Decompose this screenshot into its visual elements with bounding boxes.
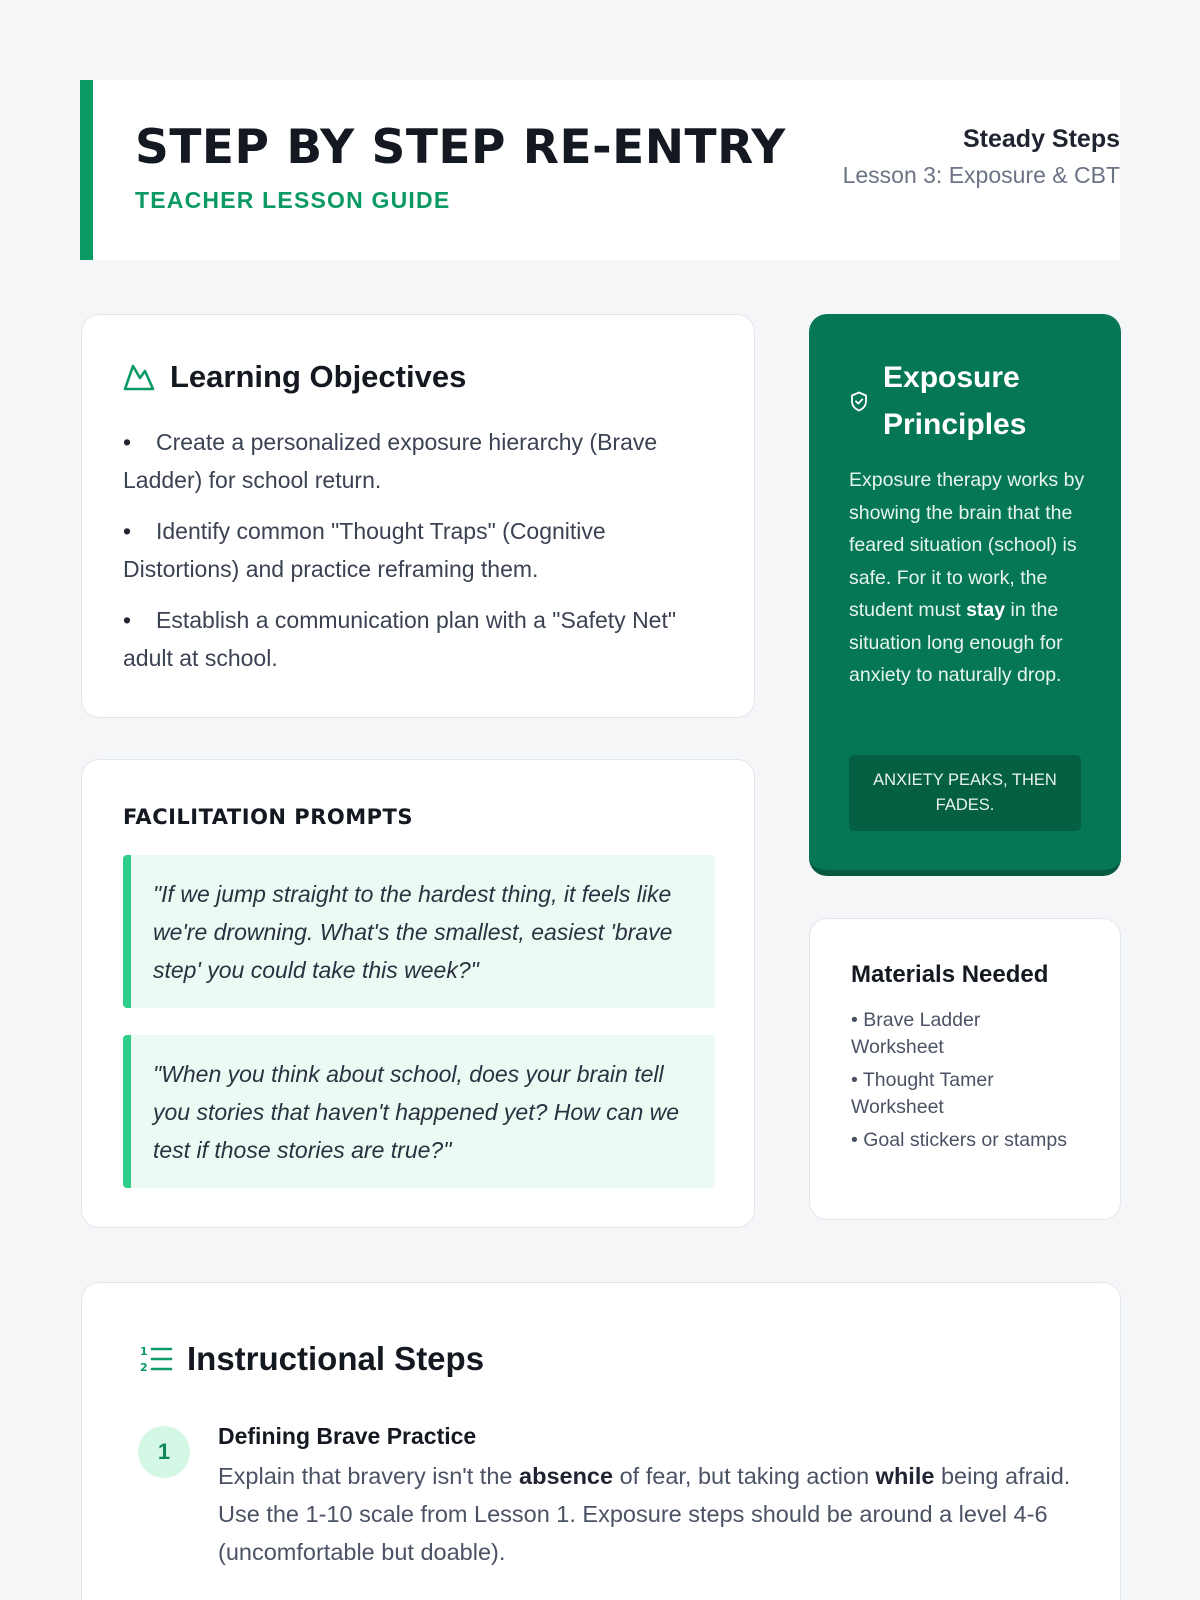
objectives-list: [123, 423, 713, 690]
instructional-steps-heading: [139, 1340, 484, 1378]
list-item: • Establish a communication plan with a "Safety Net" adult at school.: [123, 607, 677, 671]
shield-check-icon: [849, 390, 869, 412]
materials-card: [809, 918, 1121, 1220]
learning-objectives-title: Learning Objectives: [170, 359, 467, 394]
page-subtitle: TEACHER LESSON GUIDE: [135, 187, 451, 213]
list-item: • Identify common "Thought Traps" (Cognitive Distortions) and practice reframing them.: [123, 518, 606, 582]
learning-objectives-card: [81, 314, 755, 718]
prompt-quote: "If we jump straight to the hardest thing, it feels like we're drowning. What's the smallest, easiest 'brave step' you could take this week?": [123, 855, 715, 1008]
facilitation-prompts-card: [81, 759, 755, 1228]
facilitation-prompts-title: FACILITATION PROMPTS: [123, 805, 413, 829]
exposure-principles-title: Exposure Principles: [883, 361, 1027, 441]
svg-text:2: 2: [140, 1361, 148, 1374]
mountain-icon: [122, 361, 156, 393]
learning-objectives-heading: [122, 359, 466, 395]
materials-list: [851, 1007, 1071, 1160]
exposure-principles-card: [809, 314, 1121, 876]
materials-title: Materials Needed: [851, 961, 1049, 988]
list-item: • Goal stickers or stamps: [851, 1129, 1067, 1151]
exposure-principles-text: Exposure therapy works by showing the brain that the feared situation (school) is safe. For it to work, the student must stay in the situation long enough for anxiety to naturally drop.: [849, 469, 1085, 686]
numbered-list-icon: [139, 1343, 173, 1375]
exposure-principles-heading: [849, 354, 1083, 448]
list-item: • Thought Tamer Worksheet: [851, 1069, 994, 1118]
list-item: • Brave Ladder Worksheet: [851, 1009, 981, 1058]
brand-name: Steady Steps: [962, 125, 1120, 153]
list-item: • Create a personalized exposure hierarchy (Brave Ladder) for school return.: [123, 429, 658, 493]
anxiety-callout: ANXIETY PEAKS, THEN FADES.: [849, 755, 1081, 831]
prompt-quote: "When you think about school, does your brain tell you stories that haven't happened yet? How can we test if those stories are true?": [123, 1035, 715, 1188]
step-number-badge: 1: [138, 1426, 190, 1478]
header: [80, 80, 1120, 260]
lesson-label: Lesson 3: Exposure & CBT: [842, 162, 1120, 188]
instructional-steps-card: [81, 1282, 1121, 1600]
step-description: Explain that bravery isn't the absence of fear, but taking action while being afraid. Use the 1-10 scale from Lesson 1. Exposure steps should be around a level 4-6 (uncomfortable but doable).: [218, 1463, 1071, 1565]
instructional-steps-title: Instructional Steps: [187, 1340, 485, 1377]
svg-text:1: 1: [140, 1345, 148, 1358]
page-title: STEP BY STEP RE-ENTRY: [135, 120, 786, 175]
step-title: Defining Brave Practice: [218, 1423, 477, 1449]
